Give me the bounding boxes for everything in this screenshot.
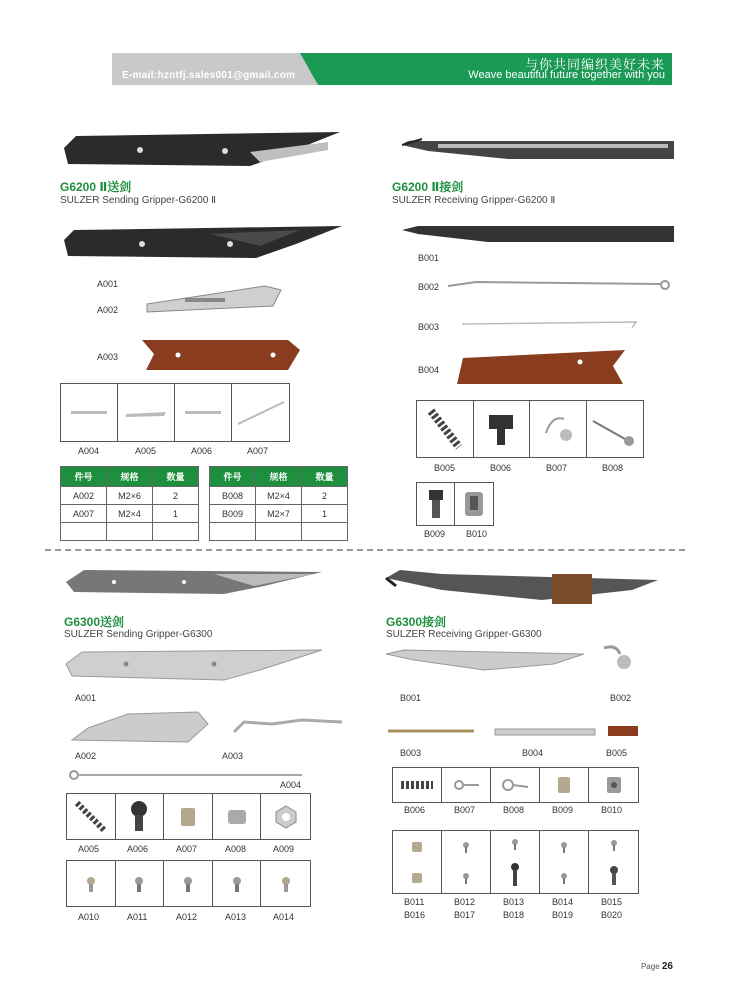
grid-label-b007: B007 bbox=[454, 805, 476, 815]
grid-label-b006: B006 bbox=[404, 805, 426, 815]
a006-cell bbox=[116, 794, 165, 839]
spec-head-cell: 数量 bbox=[302, 467, 348, 487]
spec-cell: A007 bbox=[61, 505, 107, 523]
b008-cell bbox=[587, 401, 644, 457]
grid-label-b007: B007 bbox=[546, 463, 568, 473]
b005-b008-grid bbox=[416, 400, 644, 458]
spec-cell: B009 bbox=[210, 505, 256, 523]
grid-label-b017: B017 bbox=[454, 910, 476, 920]
grid-label-b005: B005 bbox=[434, 463, 456, 473]
g6200-recv-gripper-image bbox=[398, 135, 680, 165]
b012-b017-cell bbox=[442, 831, 491, 893]
g6300-send-subtitle: SULZER Sending Gripper-G6300 bbox=[64, 629, 213, 640]
spec-gap bbox=[199, 467, 210, 487]
part-label-b001-g6300: B001 bbox=[400, 693, 422, 703]
grid-label-b010: B010 bbox=[601, 805, 623, 815]
g6300-send-gripper-image bbox=[64, 564, 326, 600]
spec-gap bbox=[199, 505, 210, 523]
spec-head-cell: 规格 bbox=[107, 467, 153, 487]
grid-label-a007: A007 bbox=[247, 446, 269, 456]
part-label-a002-g6300: A002 bbox=[75, 751, 97, 761]
spec-head-cell: 数量 bbox=[153, 467, 199, 487]
g6200-recv-title: G6200 Ⅱ接剑 bbox=[392, 180, 464, 194]
b006-cell bbox=[393, 768, 442, 802]
grid-label-b012: B012 bbox=[454, 897, 476, 907]
spec-head-cell: 件号 bbox=[210, 467, 256, 487]
b002-g6300-image bbox=[600, 642, 640, 672]
spec-gap bbox=[199, 487, 210, 505]
grid-label-b013: B013 bbox=[503, 897, 525, 907]
part-label-b004-g6300: B004 bbox=[522, 748, 544, 758]
grid-label-b015: B015 bbox=[601, 897, 623, 907]
grid-label-b010: B010 bbox=[466, 529, 488, 539]
b015-b020-cell bbox=[589, 831, 638, 893]
spec-cell: B008 bbox=[210, 487, 256, 505]
grid-label-b019: B019 bbox=[552, 910, 574, 920]
b008-cell bbox=[491, 768, 540, 802]
grid-label-a014: A014 bbox=[273, 912, 295, 922]
grid-label-b014: B014 bbox=[552, 897, 574, 907]
grid-label-a008: A008 bbox=[225, 844, 247, 854]
a009-cell bbox=[261, 794, 310, 839]
b006-cell bbox=[474, 401, 531, 457]
a014-cell bbox=[261, 861, 310, 906]
a004-cell bbox=[61, 384, 118, 441]
g6200-send-body-image bbox=[60, 222, 345, 262]
slogan-english: Weave beautiful future together with you bbox=[468, 69, 665, 81]
a007-cell bbox=[232, 384, 289, 441]
grid-label-b020: B020 bbox=[601, 910, 623, 920]
spec-row bbox=[61, 523, 348, 541]
spec-row bbox=[61, 505, 348, 523]
spec-cell bbox=[61, 523, 107, 541]
spec-cell bbox=[153, 523, 199, 541]
part-label-a004-g6300: A004 bbox=[280, 780, 302, 790]
spec-head-cell: 件号 bbox=[61, 467, 107, 487]
grid-label-b006: B006 bbox=[490, 463, 512, 473]
b011-b016-cell bbox=[393, 831, 442, 893]
spec-cell bbox=[210, 523, 256, 541]
grid-label-a006: A006 bbox=[127, 844, 149, 854]
grid-label-b018: B018 bbox=[503, 910, 525, 920]
spec-cell: 2 bbox=[302, 487, 348, 505]
page-prefix: Page bbox=[640, 962, 660, 971]
g6200-send-title: G6200 Ⅱ送剑 bbox=[60, 180, 132, 194]
b001-g6300-image bbox=[384, 644, 588, 674]
a010-a014-grid bbox=[66, 860, 311, 907]
g6300-recv-subtitle: SULZER Receiving Gripper-G6300 bbox=[386, 629, 542, 640]
grid-label-b016: B016 bbox=[404, 910, 426, 920]
part-label-b003: B003 bbox=[418, 322, 440, 332]
spec-cell bbox=[107, 523, 153, 541]
a005-a009-grid bbox=[66, 793, 311, 840]
a005-cell bbox=[118, 384, 175, 441]
a003-wood-plate-image bbox=[138, 336, 303, 374]
part-label-b003-g6300: B003 bbox=[400, 748, 422, 758]
grid-label-a005: A005 bbox=[135, 446, 157, 456]
part-label-a002: A002 bbox=[97, 305, 119, 315]
grid-label-b009: B009 bbox=[552, 805, 574, 815]
part-label-b002-g6300: B002 bbox=[610, 693, 632, 703]
g6300-recv-title: G6300接剑 bbox=[386, 615, 447, 629]
b010-cell bbox=[589, 768, 638, 802]
spec-table-head bbox=[61, 467, 348, 487]
a002-g6300-image bbox=[68, 706, 214, 746]
spec-cell: M2×4 bbox=[107, 505, 153, 523]
grid-label-a011: A011 bbox=[127, 912, 148, 922]
grid-label-a012: A012 bbox=[176, 912, 198, 922]
a008-cell bbox=[213, 794, 262, 839]
spec-cell: 1 bbox=[302, 505, 348, 523]
a012-cell bbox=[164, 861, 213, 906]
page-number bbox=[641, 961, 673, 972]
b013-b018-cell bbox=[491, 831, 540, 893]
grid-label-b008: B008 bbox=[503, 805, 525, 815]
b011-b020-grid bbox=[392, 830, 639, 894]
spec-cell: A002 bbox=[61, 487, 107, 505]
grid-label-a005: A005 bbox=[78, 844, 100, 854]
grid-label-b009: B009 bbox=[424, 529, 446, 539]
a004-a007-grid bbox=[60, 383, 290, 442]
spec-head-cell: 规格 bbox=[256, 467, 302, 487]
spec-row bbox=[61, 487, 348, 505]
spec-cell: M2×4 bbox=[256, 487, 302, 505]
b009-b010-grid bbox=[416, 482, 494, 526]
spec-cell: 1 bbox=[153, 505, 199, 523]
a011-cell bbox=[116, 861, 165, 906]
b005-cell bbox=[417, 401, 474, 457]
grid-label-a010: A010 bbox=[78, 912, 100, 922]
a005-cell bbox=[67, 794, 116, 839]
b004-g6300-image bbox=[493, 726, 597, 738]
grid-label-a007: A007 bbox=[176, 844, 198, 854]
part-label-b004: B004 bbox=[418, 365, 440, 375]
spec-cell bbox=[302, 523, 348, 541]
part-label-a001-g6300: A001 bbox=[75, 693, 97, 703]
grid-label-a004: A004 bbox=[78, 446, 100, 456]
a004-g6300-rod-image bbox=[68, 768, 306, 782]
a013-cell bbox=[213, 861, 262, 906]
b014-b019-cell bbox=[540, 831, 589, 893]
section-divider bbox=[45, 549, 685, 551]
spec-cell: M2×6 bbox=[107, 487, 153, 505]
b009-cell bbox=[417, 483, 455, 525]
b002-rod-image bbox=[446, 278, 672, 294]
part-label-b005-g6300: B005 bbox=[606, 748, 628, 758]
b005-g6300-image bbox=[606, 724, 640, 738]
g6300-recv-gripper-image bbox=[382, 566, 664, 608]
page-num: 26 bbox=[661, 961, 673, 972]
part-label-a003: A003 bbox=[97, 352, 119, 362]
spec-cell bbox=[256, 523, 302, 541]
slogan-chinese: 与你共同编织美好未来 bbox=[524, 58, 665, 73]
spec-table bbox=[60, 466, 348, 541]
g6200-recv-body-image bbox=[398, 222, 680, 246]
grid-label-b008: B008 bbox=[602, 463, 624, 473]
b009-cell bbox=[540, 768, 589, 802]
b007-cell bbox=[530, 401, 587, 457]
spec-cell: 2 bbox=[153, 487, 199, 505]
g6300-send-body-image bbox=[64, 644, 326, 684]
a002-plate-image bbox=[145, 282, 285, 316]
spec-gap bbox=[199, 523, 210, 541]
part-label-b002: B002 bbox=[418, 282, 440, 292]
b003-g6300-image bbox=[386, 726, 476, 736]
grid-label-a013: A013 bbox=[225, 912, 247, 922]
a006-cell bbox=[175, 384, 232, 441]
b004-wood-plate-image bbox=[455, 346, 633, 388]
a010-cell bbox=[67, 861, 116, 906]
grid-label-b011: B011 bbox=[404, 897, 425, 907]
part-label-b001: B001 bbox=[418, 253, 440, 263]
g6200-send-subtitle: SULZER Sending Gripper-G6200 Ⅱ bbox=[60, 195, 217, 206]
contact-email: E-mail:hzntfj.sales001@gmail.com bbox=[122, 70, 296, 81]
g6200-send-gripper-image bbox=[60, 128, 345, 170]
b007-cell bbox=[442, 768, 491, 802]
b010-cell bbox=[455, 483, 493, 525]
grid-label-a009: A009 bbox=[273, 844, 295, 854]
a007-cell bbox=[164, 794, 213, 839]
b003-strip-image bbox=[460, 318, 640, 332]
grid-label-a006: A006 bbox=[191, 446, 213, 456]
a003-g6300-image bbox=[232, 716, 348, 738]
g6200-recv-subtitle: SULZER Receiving Gripper-G6200 Ⅱ bbox=[392, 195, 556, 206]
g6300-send-title: G6300送剑 bbox=[64, 615, 125, 629]
spec-cell: M2×7 bbox=[256, 505, 302, 523]
b006-b010-grid bbox=[392, 767, 639, 803]
part-label-a003-g6300: A003 bbox=[222, 751, 244, 761]
part-label-a001: A001 bbox=[97, 279, 119, 289]
